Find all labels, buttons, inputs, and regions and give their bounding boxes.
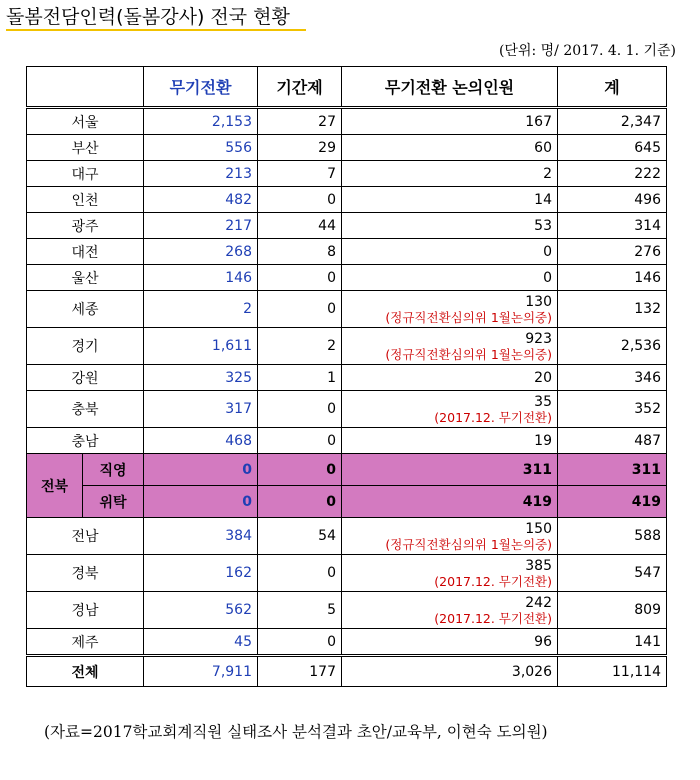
total-cell: 11,114 (558, 656, 667, 687)
temporary-cell: 7 (258, 161, 342, 187)
jeonbuk-row (27, 486, 667, 518)
conversion-cell: 7,911 (144, 656, 258, 687)
conversion-cell: 217 (144, 213, 258, 239)
discussion-cell (342, 518, 558, 555)
region-cell: 경북 (27, 555, 144, 592)
table-row (27, 328, 667, 365)
total-cell: 487 (558, 428, 667, 454)
total-cell: 141 (558, 629, 667, 656)
region-cell: 강원 (27, 365, 144, 391)
total-cell: 132 (558, 291, 667, 328)
discussion-note: (2017.12. 무기전환) (434, 409, 552, 425)
conversion-cell: 2 (144, 291, 258, 328)
region-cell: 제주 (27, 629, 144, 656)
conversion-cell: 384 (144, 518, 258, 555)
source-note: (자료=2017학교회계직원 실태조사 분석결과 초안/교육부, 이현숙 도의원) (44, 723, 548, 741)
region-cell: 대전 (27, 239, 144, 265)
temporary-cell: 29 (258, 135, 342, 161)
conversion-cell: 162 (144, 555, 258, 592)
discussion-cell (342, 592, 558, 629)
temporary-cell: 0 (258, 454, 342, 486)
total-cell: 419 (558, 486, 667, 518)
total-cell: 314 (558, 213, 667, 239)
total-cell: 547 (558, 555, 667, 592)
discussion-cell: 20 (342, 365, 558, 391)
discussion-note: (2017.12. 무기전환) (434, 573, 552, 589)
table-row (27, 239, 667, 265)
total-cell: 352 (558, 391, 667, 428)
table-row (27, 428, 667, 454)
region-cell: 광주 (27, 213, 144, 239)
discussion-cell: 53 (342, 213, 558, 239)
temporary-cell: 0 (258, 291, 342, 328)
conversion-cell: 317 (144, 391, 258, 428)
conversion-cell: 268 (144, 239, 258, 265)
conversion-cell: 0 (144, 486, 258, 518)
table-row (27, 365, 667, 391)
discussion-cell (342, 328, 558, 365)
discussion-cell: 167 (342, 108, 558, 135)
total-cell: 276 (558, 239, 667, 265)
temporary-cell: 177 (258, 656, 342, 687)
conversion-cell: 562 (144, 592, 258, 629)
discussion-cell (342, 391, 558, 428)
temporary-cell: 0 (258, 486, 342, 518)
header-row (27, 67, 667, 108)
total-cell: 311 (558, 454, 667, 486)
discussion-value: 923 (525, 330, 552, 347)
discussion-cell: 0 (342, 239, 558, 265)
region-cell: 경기 (27, 328, 144, 365)
region-cell: 전체 (27, 656, 144, 687)
conversion-cell: 1,611 (144, 328, 258, 365)
table-row (27, 291, 667, 328)
region-cell: 전남 (27, 518, 144, 555)
table-row (27, 265, 667, 291)
total-cell: 346 (558, 365, 667, 391)
discussion-cell: 0 (342, 265, 558, 291)
table-row (27, 391, 667, 428)
region-cell: 서울 (27, 108, 144, 135)
header-cell: 계 (558, 67, 667, 108)
table-row (27, 555, 667, 592)
discussion-value: 242 (525, 594, 552, 611)
discussion-note: (정규직전환심의위 1월논의중) (385, 536, 552, 552)
status-table (26, 66, 667, 687)
table-row (27, 161, 667, 187)
table-row (27, 213, 667, 239)
region-cell: 세종 (27, 291, 144, 328)
total-cell: 496 (558, 187, 667, 213)
temporary-cell: 27 (258, 108, 342, 135)
total-cell: 809 (558, 592, 667, 629)
total-cell: 2,347 (558, 108, 667, 135)
discussion-value: 35 (534, 393, 552, 410)
discussion-cell: 311 (342, 454, 558, 486)
total-cell: 588 (558, 518, 667, 555)
region-cell: 경남 (27, 592, 144, 629)
conversion-cell: 213 (144, 161, 258, 187)
subtype-cell: 직영 (83, 454, 144, 486)
table-row (27, 656, 667, 687)
region-cell: 부산 (27, 135, 144, 161)
discussion-note: (정규직전환심의위 1월논의중) (385, 346, 552, 362)
temporary-cell: 8 (258, 239, 342, 265)
discussion-cell: 19 (342, 428, 558, 454)
conversion-cell: 325 (144, 365, 258, 391)
table-row (27, 135, 667, 161)
temporary-cell: 44 (258, 213, 342, 239)
discussion-cell: 2 (342, 161, 558, 187)
discussion-note: (2017.12. 무기전환) (434, 610, 552, 626)
temporary-cell: 0 (258, 428, 342, 454)
region-cell-jeonbuk: 전북 (27, 454, 83, 518)
discussion-cell (342, 555, 558, 592)
temporary-cell: 54 (258, 518, 342, 555)
discussion-note: (정규직전환심의위 1월논의중) (385, 309, 552, 325)
table-row (27, 629, 667, 656)
region-cell: 충남 (27, 428, 144, 454)
discussion-value: 130 (525, 293, 552, 310)
conversion-cell: 45 (144, 629, 258, 656)
temporary-cell: 0 (258, 265, 342, 291)
total-cell: 645 (558, 135, 667, 161)
discussion-cell: 14 (342, 187, 558, 213)
region-cell: 울산 (27, 265, 144, 291)
table-row (27, 518, 667, 555)
header-blank (27, 67, 144, 108)
subtype-cell: 위탁 (83, 486, 144, 518)
discussion-value: 150 (525, 520, 552, 537)
conversion-cell: 0 (144, 454, 258, 486)
temporary-cell: 0 (258, 391, 342, 428)
table-row (27, 108, 667, 135)
conversion-cell: 146 (144, 265, 258, 291)
page-title: 돌봄전담인력(돌봄강사) 전국 현황 (6, 2, 290, 29)
jeonbuk-row (27, 454, 667, 486)
temporary-cell: 2 (258, 328, 342, 365)
conversion-cell: 2,153 (144, 108, 258, 135)
discussion-value: 385 (525, 557, 552, 574)
conversion-cell: 556 (144, 135, 258, 161)
discussion-cell: 96 (342, 629, 558, 656)
header-cell: 무기전환 논의인원 (342, 67, 558, 108)
total-cell: 146 (558, 265, 667, 291)
table-row (27, 187, 667, 213)
region-cell: 충북 (27, 391, 144, 428)
temporary-cell: 1 (258, 365, 342, 391)
discussion-cell: 60 (342, 135, 558, 161)
total-cell: 222 (558, 161, 667, 187)
header-cell: 무기전환 (144, 67, 258, 108)
region-cell: 인천 (27, 187, 144, 213)
unit-note: (단위: 명/ 2017. 4. 1. 기준) (498, 43, 676, 59)
discussion-cell: 419 (342, 486, 558, 518)
temporary-cell: 0 (258, 555, 342, 592)
discussion-cell (342, 291, 558, 328)
temporary-cell: 0 (258, 187, 342, 213)
discussion-cell: 3,026 (342, 656, 558, 687)
header-cell: 기간제 (258, 67, 342, 108)
table-row (27, 592, 667, 629)
title-underline (6, 29, 306, 31)
temporary-cell: 0 (258, 629, 342, 656)
conversion-cell: 468 (144, 428, 258, 454)
total-cell: 2,536 (558, 328, 667, 365)
temporary-cell: 5 (258, 592, 342, 629)
conversion-cell: 482 (144, 187, 258, 213)
region-cell: 대구 (27, 161, 144, 187)
